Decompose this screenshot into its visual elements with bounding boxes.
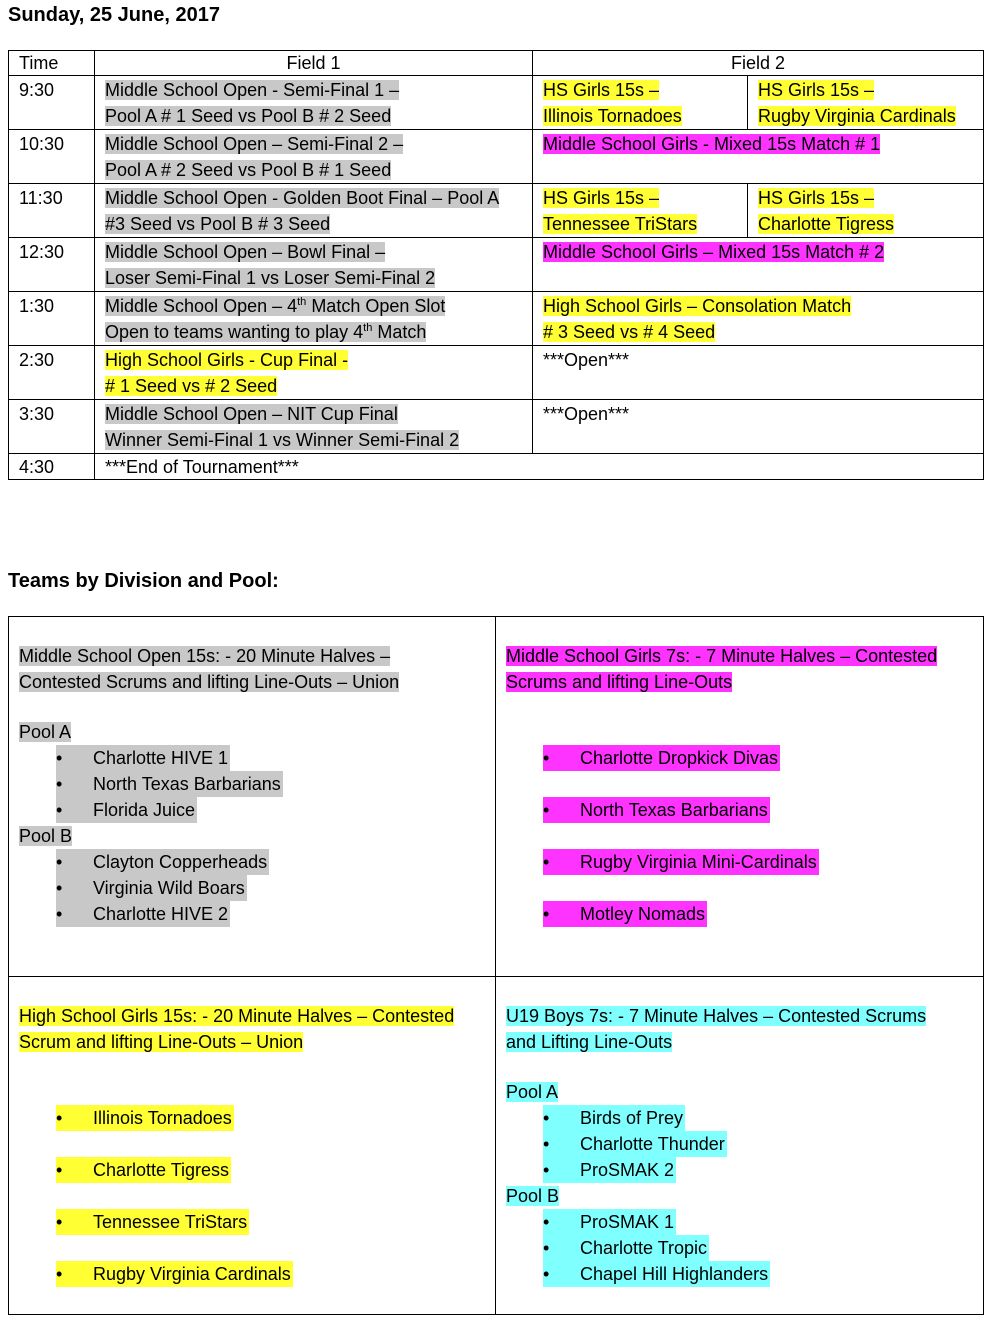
match-line: Winner Semi-Final 1 vs Winner Semi-Final 2 xyxy=(105,430,460,450)
schedule-row xyxy=(9,292,984,346)
match-line: HS Girls 15s – xyxy=(758,80,875,100)
list-item: • Charlotte Tigress xyxy=(56,1157,485,1183)
team-list xyxy=(506,1209,973,1287)
schedule-row xyxy=(9,346,984,400)
match-line: Open to teams wanting to play 4th Match xyxy=(105,322,427,342)
team-list xyxy=(506,1105,973,1183)
schedule-row xyxy=(9,238,984,292)
list-item: • Tennessee TriStars xyxy=(56,1209,485,1235)
field2b-cell xyxy=(748,76,984,130)
teams-table xyxy=(8,616,984,1315)
time-cell: 2:30 xyxy=(9,346,95,400)
schedule-row xyxy=(9,454,984,480)
match-line: Illinois Tornadoes xyxy=(543,106,682,126)
field2-cell xyxy=(533,238,984,292)
match-line: # 3 Seed vs # 4 Seed xyxy=(543,322,716,342)
header-field-1: Field 1 xyxy=(95,51,533,76)
time-cell: 4:30 xyxy=(9,454,95,480)
header-field-2: Field 2 xyxy=(533,51,984,76)
team-list xyxy=(19,1105,485,1287)
time-cell: 11:30 xyxy=(9,184,95,238)
team-list xyxy=(19,745,485,823)
field2a-cell xyxy=(533,76,748,130)
field1-cell xyxy=(95,130,533,184)
list-item: • Charlotte Tropic xyxy=(543,1235,973,1261)
field2a-cell xyxy=(533,184,748,238)
time-cell: 1:30 xyxy=(9,292,95,346)
field1-cell xyxy=(95,238,533,292)
list-item: • Chapel Hill Highlanders xyxy=(543,1261,973,1287)
field1-cell xyxy=(95,346,533,400)
list-item: • Charlotte HIVE 1 xyxy=(56,745,485,771)
match-line: HS Girls 15s – xyxy=(543,80,660,100)
list-item: • Illinois Tornadoes xyxy=(56,1105,485,1131)
list-item: • Rugby Virginia Mini-Cardinals xyxy=(543,849,973,875)
field2b-cell xyxy=(748,184,984,238)
schedule-table xyxy=(8,50,984,480)
end-cell xyxy=(95,454,984,480)
list-item: • Charlotte Thunder xyxy=(543,1131,973,1157)
match-line: ***End of Tournament*** xyxy=(105,457,299,477)
schedule-row xyxy=(9,184,984,238)
division-title: High School Girls 15s: - 20 Minute Halves – Contested xyxy=(19,1006,455,1026)
schedule-header-row xyxy=(9,51,984,76)
division-title: Scrum and lifting Line-Outs – Union xyxy=(19,1032,304,1052)
list-item: • ProSMAK 2 xyxy=(543,1157,973,1183)
division-title: Middle School Girls 7s: - 7 Minute Halves – Contested xyxy=(506,646,938,666)
match-line: HS Girls 15s – xyxy=(758,188,875,208)
match-line: High School Girls - Cup Final - xyxy=(105,350,349,370)
match-line: Tennessee TriStars xyxy=(543,214,698,234)
division-title: U19 Boys 7s: - 7 Minute Halves – Contested Scrums xyxy=(506,1006,927,1026)
team-list xyxy=(506,745,973,927)
list-item: • Florida Juice xyxy=(56,797,485,823)
list-item: • Virginia Wild Boars xyxy=(56,875,485,901)
team-list xyxy=(19,849,485,927)
list-item: • Motley Nomads xyxy=(543,901,973,927)
match-line: Middle School Open - Golden Boot Final – Pool A xyxy=(105,188,500,208)
match-line: ***Open*** xyxy=(543,350,630,370)
match-line: Middle School Girls - Mixed 15s Match # 1 xyxy=(543,134,881,154)
division-title: Contested Scrums and lifting Line-Outs – Union xyxy=(19,672,400,692)
teams-heading: Teams by Division and Pool: xyxy=(8,570,279,592)
match-line: HS Girls 15s – xyxy=(543,188,660,208)
field2-cell xyxy=(533,130,984,184)
division-hs-girls xyxy=(9,977,496,1315)
list-item: • ProSMAK 1 xyxy=(543,1209,973,1235)
division-u19-boys xyxy=(496,977,984,1315)
schedule-row xyxy=(9,130,984,184)
pool-label: Pool B xyxy=(506,1186,560,1206)
list-item: • Charlotte Dropkick Divas xyxy=(543,745,973,771)
match-line: #3 Seed vs Pool B # 3 Seed xyxy=(105,214,331,234)
match-line: Middle School Open – Bowl Final – xyxy=(105,242,386,262)
list-item: • Birds of Prey xyxy=(543,1105,973,1131)
pool-label: Pool B xyxy=(19,826,73,846)
time-cell: 12:30 xyxy=(9,238,95,292)
match-line: Middle School Open – 4th Match Open Slot xyxy=(105,296,446,316)
field1-cell xyxy=(95,292,533,346)
schedule-row xyxy=(9,76,984,130)
field1-cell xyxy=(95,184,533,238)
division-ms-open xyxy=(9,617,496,977)
field2-cell xyxy=(533,400,984,454)
match-line: Middle School Open – NIT Cup Final xyxy=(105,404,398,424)
match-line: # 1 Seed vs # 2 Seed xyxy=(105,376,278,396)
match-line: Middle School Girls – Mixed 15s Match # 2 xyxy=(543,242,885,262)
field2-cell xyxy=(533,292,984,346)
field2-cell xyxy=(533,346,984,400)
match-line: Rugby Virginia Cardinals xyxy=(758,106,956,126)
match-line: Middle School Open - Semi-Final 1 – xyxy=(105,80,400,100)
match-line: Charlotte Tigress xyxy=(758,214,895,234)
time-cell: 3:30 xyxy=(9,400,95,454)
match-line: Pool A # 2 Seed vs Pool B # 1 Seed xyxy=(105,160,392,180)
division-title: and Lifting Line-Outs xyxy=(506,1032,673,1052)
division-ms-girls xyxy=(496,617,984,977)
match-line: High School Girls – Consolation Match xyxy=(543,296,852,316)
division-title: Middle School Open 15s: - 20 Minute Halves – xyxy=(19,646,391,666)
match-line: Pool A # 1 Seed vs Pool B # 2 Seed xyxy=(105,106,392,126)
pool-label: Pool A xyxy=(19,722,72,742)
list-item: • Clayton Copperheads xyxy=(56,849,485,875)
match-line: ***Open*** xyxy=(543,404,630,424)
division-title: Scrums and lifting Line-Outs xyxy=(506,672,733,692)
date-heading: Sunday, 25 June, 2017 xyxy=(8,4,220,26)
time-cell: 10:30 xyxy=(9,130,95,184)
schedule-row xyxy=(9,400,984,454)
pool-label: Pool A xyxy=(506,1082,559,1102)
list-item: • North Texas Barbarians xyxy=(543,797,973,823)
time-cell: 9:30 xyxy=(9,76,95,130)
field1-cell xyxy=(95,76,533,130)
match-line: Middle School Open – Semi-Final 2 – xyxy=(105,134,404,154)
field1-cell xyxy=(95,400,533,454)
list-item: • Rugby Virginia Cardinals xyxy=(56,1261,485,1287)
header-time: Time xyxy=(9,51,95,76)
match-line: Loser Semi-Final 1 vs Loser Semi-Final 2 xyxy=(105,268,436,288)
list-item: • North Texas Barbarians xyxy=(56,771,485,797)
list-item: • Charlotte HIVE 2 xyxy=(56,901,485,927)
